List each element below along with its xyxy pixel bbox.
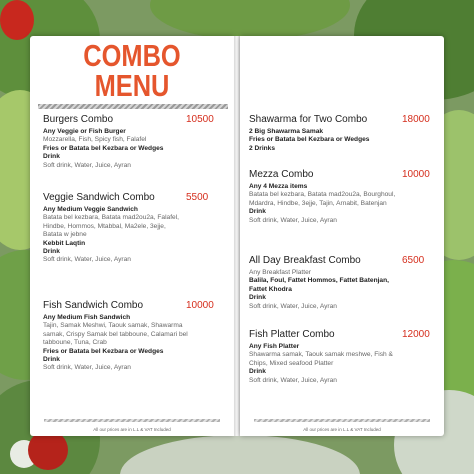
combo-item: [249, 329, 437, 385]
price-note: All our prices are in L.L & VAT Included: [303, 427, 381, 432]
combo-option-heading: Any Medium Fish Sandwich: [43, 314, 131, 321]
combo-price: 10000: [402, 169, 430, 180]
table-surface-image: [120, 435, 360, 474]
combo-option-list: tabboune, Tuna, Crab: [43, 339, 107, 347]
combo-name: Shawarma for Two Combo: [249, 114, 368, 125]
combo-option-list: Batata bel kezbara, Batata mad2ou2a, Bourghoul,: [249, 191, 396, 199]
combo-option-list: Batata w jebne: [43, 231, 87, 239]
tomato-image: [28, 430, 68, 470]
combo-header: [43, 114, 223, 128]
combo-option-heading: Fattet Khodra: [249, 285, 292, 293]
combo-price: 12000: [402, 329, 430, 340]
combo-option-heading: Fries or Batata bel Kezbara or Wedges: [43, 144, 164, 152]
combo-item: [43, 192, 223, 265]
combo-option-list: Soft drink, Water, Juice, Ayran: [43, 364, 131, 372]
combo-option-heading: Any Veggie or Fish Burger: [43, 128, 126, 135]
combo-price: 18000: [402, 114, 430, 125]
combo-price: 10000: [186, 300, 214, 311]
combo-name: All Day Breakfast Combo: [249, 255, 361, 266]
combo-option-list: samak, Crispy Samak bel tabboune, Calamari bel: [43, 330, 188, 338]
title-divider: [38, 104, 228, 109]
combo-name: Veggie Sandwich Combo: [43, 192, 155, 203]
combo-name: Fish Sandwich Combo: [43, 300, 144, 311]
combo-option-heading: Fries or Batata bel Kezbara or Wedges: [249, 136, 370, 144]
combo-option-heading: 2 Big Shawarma Samak: [249, 128, 324, 135]
combo-option-list: Soft drink, Water, Juice, Ayran: [249, 376, 337, 384]
footer-divider: [44, 419, 220, 422]
combo-option-list: Mdardra, Hindbe, 3ejje, Tajin, Arnabit, Batenjan: [249, 199, 387, 207]
combo-option-heading: Drink: [249, 208, 266, 216]
menu-title-combo: COMBO: [83, 38, 181, 73]
price-note: All our prices are in L.L & VAT Included: [93, 427, 171, 432]
combo-option-heading: Any Fish Platter: [249, 343, 300, 350]
combo-header: [43, 300, 223, 314]
combo-option-list: Shawarma samak, Taouk samak meshwe, Fish &: [249, 351, 393, 359]
combo-option-heading: Any 4 Mezza items: [249, 183, 308, 190]
combo-header: [249, 114, 437, 128]
combo-option-list: Soft drink, Water, Juice, Ayran: [43, 161, 131, 169]
combo-price: 10500: [186, 114, 214, 125]
combo-option-list: Batata bel kezbara, Batata mad2ou2a, Falafel,: [43, 214, 179, 222]
combo-option-list: Mozzarella, Fish, Spicy fish, Falafel: [43, 136, 147, 144]
combo-option-list: Hindbe, Hommos, Mtabbal, Ma2ele, 3ejje,: [43, 222, 166, 230]
tomato-image: [0, 0, 34, 40]
combo-option-list: Chips, Mixed seafood Platter: [249, 359, 334, 367]
combo-item: [43, 300, 223, 373]
combo-name: Fish Platter Combo: [249, 329, 335, 340]
combo-option-heading: Any Medium Veggie Sandwich: [43, 206, 138, 213]
combo-option-heading: Drink: [43, 248, 60, 256]
combo-item: [249, 114, 437, 153]
combo-option-heading: Drink: [249, 368, 266, 376]
combo-option-heading: Balila, Foul, Fattet Hommos, Fattet Batenjan,: [249, 277, 389, 285]
combo-header: [249, 169, 437, 183]
combo-name: Burgers Combo: [43, 114, 114, 125]
menu-right-page: [240, 36, 444, 436]
combo-option-list: Tajin, Samak Meshwi, Taouk samak, Shawarma: [43, 322, 183, 330]
combo-option-heading: 2 Drinks: [249, 144, 276, 152]
menu-title-menu: MENU: [94, 68, 170, 103]
combo-option-list: Any Breakfast Platter: [249, 269, 311, 276]
combo-option-list: Soft drink, Water, Juice, Ayran: [249, 216, 337, 224]
combo-option-heading: Drink: [43, 153, 60, 161]
bean-pods-image: [150, 0, 350, 40]
combo-name: Mezza Combo: [249, 169, 314, 180]
footer-divider: [254, 419, 430, 422]
combo-price: 5500: [186, 192, 209, 203]
combo-price: 6500: [402, 255, 425, 266]
combo-header: [43, 192, 223, 206]
combo-option-list: Soft drink, Water, Juice, Ayran: [43, 256, 131, 264]
combo-header: [249, 329, 437, 343]
menu-left-page: [30, 36, 234, 436]
combo-item: [249, 169, 437, 225]
combo-option-heading: Drink: [43, 356, 60, 364]
combo-item: [249, 255, 437, 311]
combo-option-heading: Kebbit Laqtin: [43, 239, 86, 247]
combo-option-heading: Fries or Batata bel Kezbara or Wedges: [43, 347, 164, 355]
combo-item: [43, 114, 223, 170]
combo-option-list: Soft drink, Water, Juice, Ayran: [249, 302, 337, 310]
combo-header: [249, 255, 437, 269]
combo-option-heading: Drink: [249, 294, 266, 302]
